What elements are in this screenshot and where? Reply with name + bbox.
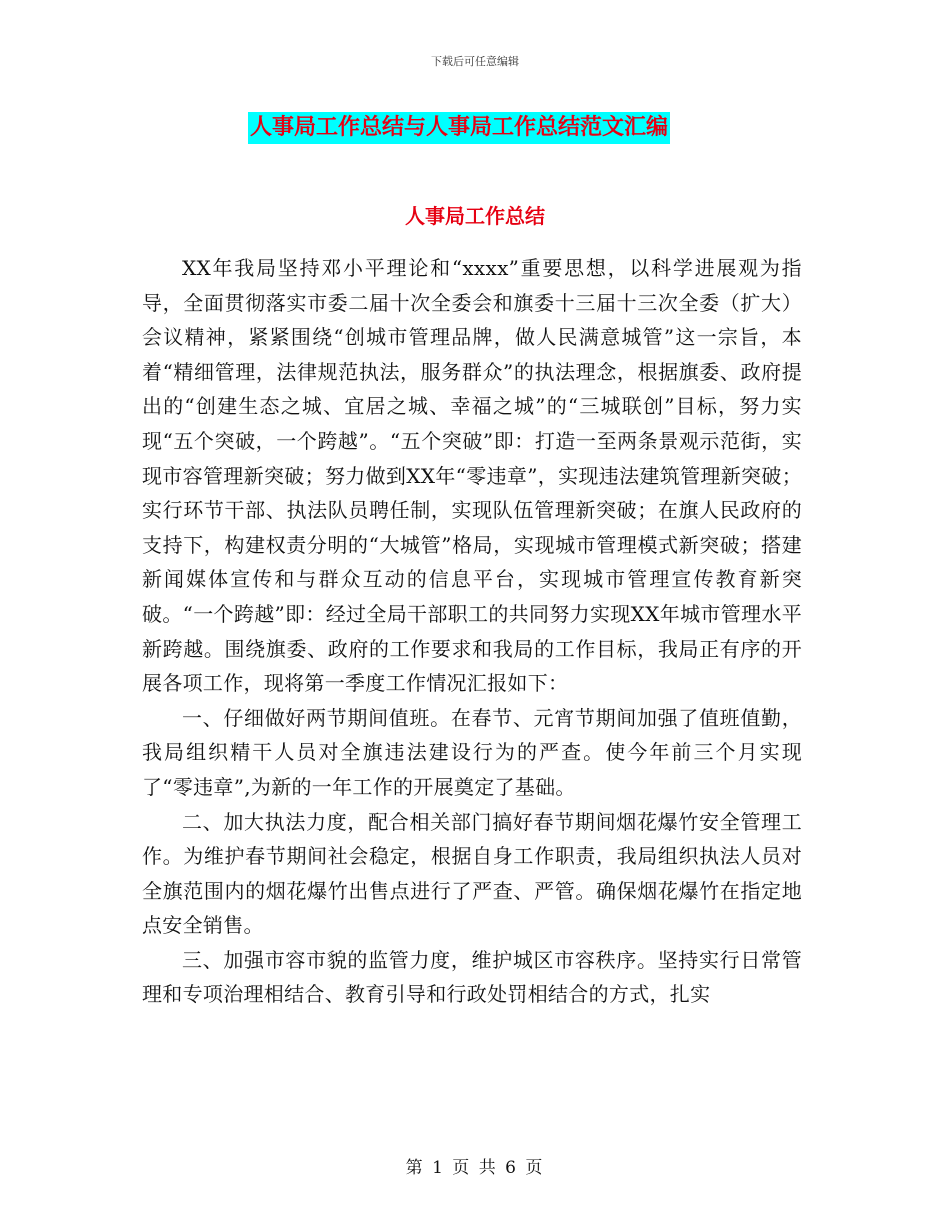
document-body (142, 251, 802, 1012)
document-title: 人事局工作总结与人事局工作总结范文汇编 (248, 112, 670, 144)
header-note: 下载后可任意编辑 (431, 55, 519, 68)
page-number-footer: 第 1 页 共 6 页 (405, 1158, 545, 1178)
paragraph-item-3: 三、加强市容市貌的监管力度，维护城区市容秩序。坚持实行日常管理和专项治理相结合、教育引导和行政处罚相结合的方式，扎实 (142, 947, 802, 1007)
paragraph-item-2: 二、加大执法力度，配合相关部门搞好春节期间烟花爆竹安全管理工作。为维护春节期间社会稳定，根据自身工作职责，我局组织执法人员对全旗范围内的烟花爆竹出售点进行了严查、严管。确保烟花爆竹在指定地点安全销售。 (142, 809, 802, 938)
paragraph-intro: XX年我局坚持邓小平理论和“xxxx”重要思想，以科学进展观为指导，全面贯彻落实市委二届十次全委会和旗委十三届十三次全委（扩大）会议精神，紧紧围绕“创城市管理品牌，做人民满意城管”这一宗旨，本着“精细管理，法律规范执法，服务群众”的执法理念，根据旗委、政府提出的“创建生态之城、宜居之城、幸福之城”的“三城联创”目标，努力实现“五个突破，一个跨越”。“五个突破”即：打造一至两条景观示范街，实现市容管理新突破；努力做到XX年“零违章”，实现违法建筑管理新突破；实行环节干部、执法队员聘任制，实现队伍管理新突破；在旗人民政府的支持下，构建权责分明的“大城管”格局，实现城市管理模式新突破；搭建新闻媒体宣传和与群众互动的信息平台，实现城市管理宣传教育新突破。“一个跨越”即：经过全局干部职工的共同努力实现XX年城市管理水平新跨越。围绕旗委、政府的工作要求和我局的工作目标，我局正有序的开展各项工作，现将第一季度工作情况汇报如下： (142, 256, 802, 696)
section-title: 人事局工作总结 (405, 204, 545, 228)
paragraph-item-1: 一、仔细做好两节期间值班。在春节、元宵节期间加强了值班值勤，我局组织精干人员对全旗违法建设行为的严查。使今年前三个月实现了“零违章”,为新的一年工作的开展奠定了基础。 (142, 705, 802, 799)
